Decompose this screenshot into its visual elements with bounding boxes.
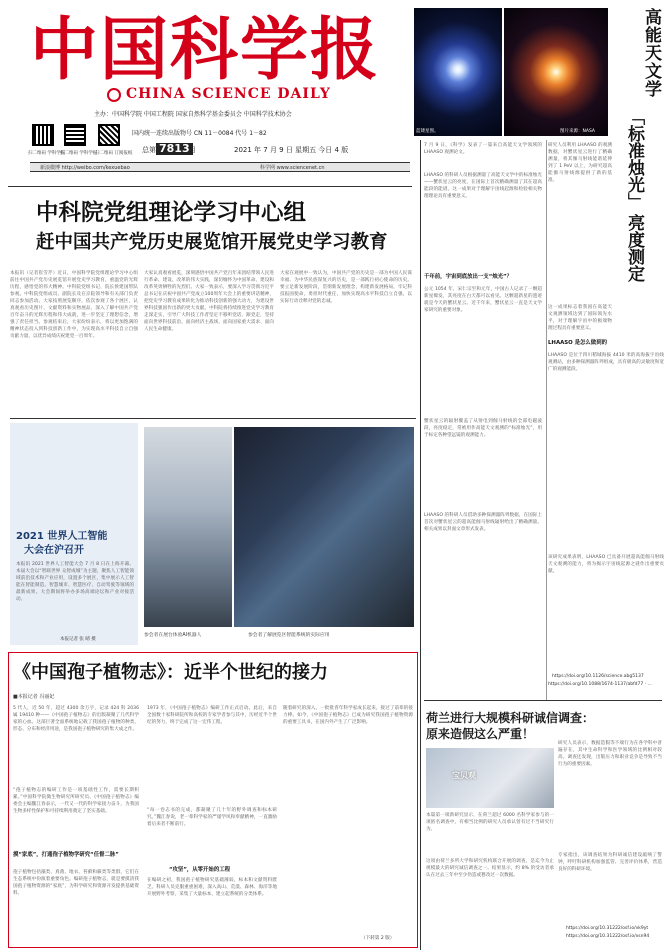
ai-box-body: 本报讯 2021 世界人工智能大会 7 月 8 日在上海开幕。本届大会以“智联世界 众智成城”为主题，聚焦人工智能领域前沿技术和产业应用，设置多个展区，集中展示人工智能在智能制造、智慧城市、智慧医疗、自动驾驶等领域的最新成果。大会期间将举办多场高端论坛和产业对接活动。: [16, 562, 134, 602]
lhaaso-col-1b: LHAASO 的科研人员根据测量了高能天文学中的标准烛光——蟹状星云的亮度，在国际上首次精确测量了其在超高能段的能谱。这一成果对于理解宇宙线起源和检验相关物理理论具有重要意义。: [424, 173, 542, 199]
lhaaso-col-2c: LHAASO 是位于四川稻城海拔 4410 米的高海拔宇宙线观测站，由多种探测器阵列组成，具有极高的灵敏度和宽广的观测能段。: [548, 353, 664, 372]
lhaaso-ref-2[interactable]: https://doi.org/10.1088/1674-1137/abfd77 · ...: [548, 682, 652, 687]
photo-caption-1: 蓝矮星图。: [416, 129, 439, 134]
qr-code-3: [98, 124, 120, 146]
lead-title-line-2: 赶中国共产党历史展览馆开展党史学习教育: [36, 232, 388, 253]
right-vertical-headline: [612, 8, 666, 308]
lead-body-col-1: 本报讯（记者崔雪芹）近日，中国科学院党组理论学习中心组前往中国共产党历史展览馆开展党史学习教育，重温党的光辉历程，感悟党的伟大精神。中科院党组书记、院长侯建国带队参观。中科院党组成员、副院长及在京院领导和有关部门负责同志参加活动。大家按照展览顺序，依次参观了各个展区，认真观看历史图片、文献资料和实物展品，深入了解中国共产党百年奋斗的光辉历程和伟大成就，进一步坚定了理想信念，增强了责任担当。参观结束后，大家纷纷表示，将以更加饱满的精神状态投入到科技创新工作中，为实现高水平科技自立自强贡献力量，以优异成绩庆祝建党一百周年。: [10, 271, 138, 339]
headline-line-3: 亮度测定: [624, 214, 644, 282]
ai-box-credit: 本报记者 张 晴 摄: [60, 637, 96, 642]
book-col-2a: 1973 年，《中国孢子植物志》编研工作正式启动。此后，来自全国数十家科研院所和高校的专家学者参与其中，历经近半个世纪的努力，终于完成了这一宏伟工程。: [147, 706, 277, 725]
social-bar: [30, 162, 410, 172]
book-continue-note: （下转第 2 版）: [361, 936, 395, 941]
ai-photo-visitors: [234, 427, 414, 627]
newspaper-title: 中国科学报: [30, 10, 381, 90]
ai-box-title-1: 2021 世界人工智能: [16, 531, 108, 542]
lhaaso-col-mid: LHAASO 的科研人员借助多种探测器阵列数据，在国际上首次对蟹状星云的超高能伽马射线辐射给出了精确测量。相关成果以封面文章形式发表。: [424, 513, 542, 532]
book-col-2b: “每一卷志书的完成，都凝聚了几十年的野外调查和标本研究。”魏江春说，老一辈科学家的严谨学风和奉献精神，一直激励着后来者不断前行。: [147, 808, 277, 827]
issue-suffix: 期: [188, 146, 195, 154]
book-col-1b: “孢子植物志的编研工作是一项基础性工作，需要长期积累。”中国科学院微生物研究所研究员、《中国孢子植物志》编委会主编魏江春表示，一代又一代的科学家接力奋斗，为我国生物多样性保护和可持续利用奠定了坚实基础。: [13, 788, 139, 814]
lhaaso-col-2a: 研究人员利用 LHAASO 的观测数据，对蟹状星云进行了精确测量，将其伽马射线能谱延伸到了 1 PeV 以上，为研究超高能伽马射线源提供了新的基准。: [548, 143, 612, 183]
cas-logo-icon: [107, 88, 121, 102]
survey-ref-2[interactable]: https://doi.org/10.31222/osf.io/xsn94: [566, 934, 650, 939]
book-col-1c: 孢子植物包括藻类、真菌、地衣、苔藓和蕨类等类群，它们在生态系统中扮演着重要角色。编研孢子植物志，就是要摸清我国孢子植物资源的“家底”，为科学研究和资源开发提供基础资料。: [13, 870, 139, 896]
lhaaso-col-1d: 蟹状星云的辐射覆盖了从射电到伽马射线的全部电磁波段，亮度稳定，常被用作高能天文观测的“标准烛光”，用于标定各种望远镜的观测能力。: [424, 419, 542, 438]
survey-title: [426, 710, 662, 742]
issue-number: 7813: [156, 143, 193, 155]
survey-photo-label: 宝贝观: [452, 771, 476, 780]
survey-col-2b: 专家指出，该调查结果为科研诚信建设敲响了警钟，呼吁科研机构加强监管、完善评价体系，营造良好的科研环境。: [558, 853, 662, 872]
survey-col-2a: 研究人员表示，数据造假等不端行为在各学科中普遍存在，其中生命科学和医学领域的比例相对较高。调查还发现，出版压力和职业竞争是导致不当行为的重要因素。: [558, 741, 662, 767]
lead-body-col-3: 大家在观展中一致认为，中国共产党的历史是一部为中国人民谋幸福、为中华民族谋复兴的历史，是一部践行初心使命的历史。要立足新发展阶段，贯彻新发展理念，构建新发展格局，牢记科技报国使命，勇担时代重任，加快实现高水平科技自立自强，以实际行动诠释对党的忠诚。: [280, 271, 412, 304]
book-story-box: [8, 652, 418, 948]
lhaaso-col-1c: 公元 1054 年，宋仁宗至和元年，中国古人记录了一颗超新星爆发，其亮度在白天都可以看见。这颗超新星的遗迹就是今天的蟹状星云。近千年来，蟹状星云一直是天文学家研究的重要对象。: [424, 287, 542, 313]
issue-prefix: 总第: [142, 146, 156, 154]
lead-headline: [36, 198, 416, 258]
book-subhead-2: “攻坚”，从零开始的工程: [169, 867, 230, 873]
headline-line-1: 高能天文学: [641, 8, 661, 98]
book-col-1a: 5 代人，近 50 年，超过 4300 余万字，记录 424 科 2036 属 19410 种——《中国孢子植物志》的出版凝聚了几代科学家的心血。这部巨著全面系统地记载了我国孢子植物的种类、形态、分布和经济用途，是我国孢子植物研究的集大成之作。: [13, 706, 139, 732]
ai-photo-caption-2: 参会者了解展览区智能系统的实际应用: [248, 633, 330, 638]
column-rule-right: [420, 140, 421, 950]
survey-ref-1[interactable]: https://doi.org/10.31222/osf.io/vk9yt: [566, 926, 649, 931]
qr-code-1: [32, 124, 54, 146]
issue-date: 2021 年 7 月 9 日 星期五 今日 4 版: [234, 146, 349, 154]
lhaaso-subhead-1: 千年前，宇宙到底放出一支“烛光”？: [424, 274, 512, 280]
headline-line-2: 「标准烛光」: [624, 108, 644, 210]
book-story-title: 《中国孢子植物志》：近半个世纪的接力: [13, 662, 328, 683]
survey-divider: [424, 700, 662, 701]
issue-bar: [128, 144, 408, 156]
survey-col-1b: 这项由荷兰多所大学和研究机构联合开展的调查，是迄今为止规模最大的研究诚信调查之一。结果显示，约 8% 的受访者承认在过去三年中至少伪造或篡改过一次数据。: [426, 859, 554, 878]
book-story-byline: ■本报记者 冯丽妃: [13, 694, 55, 700]
survey-photo: [426, 748, 554, 808]
book-col-3: 随着研究的深入，一批批青年科学家成长起来，接过了前辈的接力棒。如今，《中国孢子植物志》已成为研究我国孢子植物资源的重要工具书，在国内外产生了广泛影响。: [283, 706, 413, 725]
qr-code-2: [64, 124, 86, 146]
right-column-rule: [546, 140, 547, 700]
lead-body-col-2: 大家认真观看展览，深刻感悟中国共产党百年来团结带领人民进行革命、建设、改革的伟大实践，深切缅怀为中国革命、建设和改革英勇牺牲的先烈们。大家一致表示，要深入学习贯彻习近平总书记在庆祝中国共产党成立100周年大会上的重要讲话精神，把党史学习教育成果转化为推动科技创新的强大动力，为建设世界科技强国作出新的更大贡献。中科院将持续推进党史学习教育走深走实，引导广大科技工作者坚定不移听党话、跟党走，坚持面向世界科技前沿、面向经济主战场、面向国家重大需求、面向人民生命健康。: [144, 271, 274, 332]
ai-photo-robot: [144, 427, 232, 627]
lhaaso-col-1a: 7 月 9 日，《科学》发表了一篇来自高能天文学领域的 LHAASO 观测论文。: [424, 143, 542, 155]
weibo-link[interactable]: 新浪微博 http://weibo.com/kexuebao: [40, 165, 130, 171]
book-col-2c: 在编研之初，我国孢子植物研究基础薄弱，标本和文献资料匮乏。科研人员克服重重困难，深入高山、荒漠、森林、海洋等地开展野外考察，采集了大量标本，建立起系统的分类体系。: [147, 878, 277, 897]
ai-box-title-2: 大会在沪召开: [24, 545, 84, 556]
serial-number: 国内统一连续出版物号 CN 11－0084 代号 1－82: [132, 130, 267, 137]
survey-title-line-1: 荷兰进行大规模科研诚信调查：: [426, 711, 595, 725]
space-photo-1: [414, 8, 502, 136]
photo-caption-2: 图片来源：NASA: [560, 129, 595, 134]
qr-label-3: 扫二维码 订阅报纸: [95, 151, 133, 156]
space-photo-2: [504, 8, 608, 136]
lhaaso-col-2b: 这一成果标志着我国在高能天文观测领域达到了国际领先水平，对于理解宇宙中的极端物理过程具有重要意义。: [548, 305, 612, 331]
ai-conference-box: [10, 418, 416, 644]
masthead-rule: [8, 186, 412, 187]
ai-photo-caption-1: 参会者在展台体验AI机器人: [144, 633, 202, 638]
lhaaso-col-2d: 该研究成果表明，LHAASO 已具备开展超高能伽马射线天文观测的能力，将为揭示宇宙线起源之谜作出重要贡献。: [548, 555, 664, 574]
qr-label-1: 扫二维码 学科学报: [28, 151, 66, 156]
sponsors: 主办：中国科学院 中国工程院 国家自然科学基金委员会 中国科学技术协会: [94, 111, 292, 118]
survey-col-1a: 本篇第一项新研究显示，在荷兰超过 6000 名科学家参与的一项匿名调查中，有相当比例的研究人员承认曾有过不当研究行为。: [426, 813, 554, 832]
book-subhead-1: 摸“家底”，打通孢子植物学研究“任督二脉”: [13, 852, 119, 858]
survey-title-line-2: 原来造假这么严重！: [426, 727, 535, 741]
lhaaso-subhead-2: LHAASO 是怎么做到的: [548, 340, 607, 346]
lead-title-line-1: 中科院党组理论学习中心组: [36, 200, 307, 226]
lhaaso-ref-1[interactable]: https://doi.org/10.1126/science.abg5137: [552, 674, 644, 679]
english-title: CHINA SCIENCE DAILY: [126, 86, 331, 102]
qr-label-2: 扫二维码 学科学报: [60, 151, 98, 156]
website-link[interactable]: 科学网 www.sciencenet.cn: [260, 165, 325, 171]
